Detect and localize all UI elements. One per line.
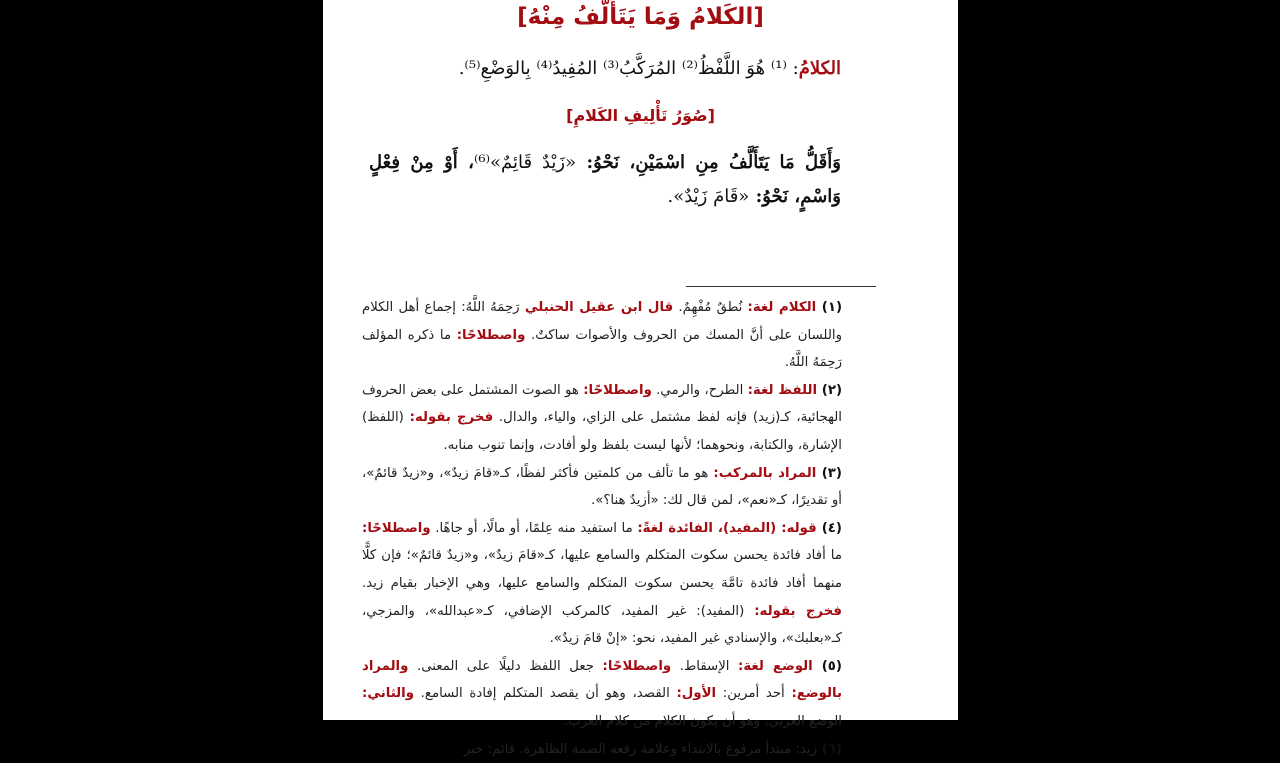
footnote-label: قوله: (المفيد)، الفائدة لغةً: [637, 521, 816, 536]
footnote [362, 736, 842, 763]
definition-term: الكلامُ [799, 58, 841, 79]
footnote-text: هو الصوت المشتمل على بعض الحروف الهجائية، كـ(زيد) فإنه لفظ مشتمل على الزاي، والياء، والدال. [362, 383, 842, 426]
footnote-separator [686, 286, 876, 287]
footnote-text: ما استفيد منه عِلمًا، أو مالًا، أو جاهًا. [431, 521, 638, 536]
footnote-label: والثاني: [362, 686, 414, 701]
chapter-title: [الكَلامُ وَمَا يَتَأَلَّفُ مِنْهُ] [323, 4, 958, 30]
book-page [323, 0, 958, 720]
definition-line [371, 58, 841, 79]
footnote [362, 294, 842, 377]
footnote-label: الكلام لغة: [748, 300, 817, 315]
footnote-label: الأول: [676, 686, 716, 701]
footnote [362, 377, 842, 460]
footnote-text: (المفيد): غير المفيد، كالمركب الإضافي، كـ«عبدالله»، والمزجي، كـ«بعلبك»، والإسنادي غير المفيد، نحو: «إنْ قامَ زيدٌ». [362, 604, 842, 647]
footnote-text: (اللفظ) الإشارة، والكتابة، ونحوهما؛ لأنها ليست بلفظ ولو أفادت، وإنما تنوب منابه. [362, 410, 842, 453]
footnote-label: فخرج بقوله: [754, 604, 842, 619]
footnote-label: واصطلاحًا: [362, 521, 431, 536]
footnote-number: (٤) [817, 521, 842, 536]
footnote-text: نُطقٌ مُفْهِمٌ. [673, 300, 747, 315]
section-title: [صُوَرُ تَأْلِيفِ الكَلامِ] [323, 106, 958, 125]
footnote-text: أحد أمرين: [716, 686, 791, 701]
footnote-text: القصد، وهو أن يقصد المتكلم إفادة السامع. [414, 686, 676, 701]
footnote-label: واصطلاحًا: [603, 659, 672, 674]
footnote-number: (٢) [817, 383, 842, 398]
footnote-label: والمراد بالوضع: [362, 659, 842, 702]
main-text-part1: وَأَقَلُّ مَا يَتَأَلَّفُ مِنِ اسْمَيْنِ، نَحْوُ: [576, 152, 841, 173]
footnote-label: قال ابن عقيل الحنبلي [525, 300, 673, 315]
footnote-label: واصطلاحًا: [457, 328, 526, 343]
example-1: «زَيْدٌ قَائِمٌ»⁽⁶⁾ [474, 152, 576, 173]
footnote-text: ما ذكره المؤلف رَحِمَهُ اللَّهُ. [362, 328, 842, 371]
footnote-text: ما أفاد فائدة يحسن سكوت المتكلم والسامع عليها، كـ«قامَ زيدٌ»، و«زيدٌ قائمٌ»؛ فإن كلًّا منهما أفاد فائدة تامَّة يحسن سكوت المتكلم والسامع عليها، وهي الإخبار بقيام زيد. [362, 548, 842, 591]
footnote-text: الوضع العربي، وهو أن يكون الكلام من كلام العرب. [564, 714, 842, 729]
footnotes [362, 294, 842, 763]
footnote [362, 460, 842, 515]
footnote-number: (٥) [813, 659, 842, 674]
footnote-label: فخرج بقوله: [410, 410, 494, 425]
footnote-label: المراد بالمركب: [713, 466, 816, 481]
footnote-text: رَحِمَهُ اللَّهُ: إجماع أهل الكلام واللسان على أنَّ المسك من الحروف والأصوات ساكتٌ. [362, 300, 842, 343]
footnote-label: الوضع لغة: [738, 659, 813, 674]
footnote-text: الطرح، والرمي. [652, 383, 748, 398]
footnote-label: واصطلاحًا: [583, 383, 652, 398]
footnote-text: جعل اللفظ دليلًا على المعنى. [408, 659, 602, 674]
definition-text: : ⁽¹⁾ هُوَ اللَّفْظُ⁽²⁾ المُرَكَّبُ⁽³⁾ المُفِيدُ⁽⁴⁾ بِالوَضْعِ⁽⁵⁾. [459, 58, 799, 79]
footnote-text: هو ما تألف من كلمتين فأكثر لفظًا، كـ«قامَ زيدٌ»، و«زيدٌ قائمٌ»، أو تقديرًا، كـ«نعم»، لمن قال لك: «أزيدٌ هنا؟». [362, 466, 842, 509]
main-text-part2: ، أَوْ مِنْ فِعْلٍ وَاسْمٍ، نَحْوُ: [369, 152, 841, 207]
footnote-text: زيد: مبتدأ مرفوع بالابتداء وعلامة رفعه الضمة الظاهرة. قائم: خبر [464, 742, 817, 757]
footnote-label: اللفظ لغة: [748, 383, 817, 398]
main-paragraph [369, 146, 841, 214]
footnote [362, 515, 842, 653]
example-2: «قَامَ زَيْدٌ». [667, 186, 749, 207]
footnote-number: (١) [816, 300, 842, 315]
footnote [362, 653, 842, 736]
footnote-text: الإسقاط. [671, 659, 738, 674]
footnote-number: (٣) [816, 466, 842, 481]
footnote-number: (٦) [817, 742, 842, 757]
